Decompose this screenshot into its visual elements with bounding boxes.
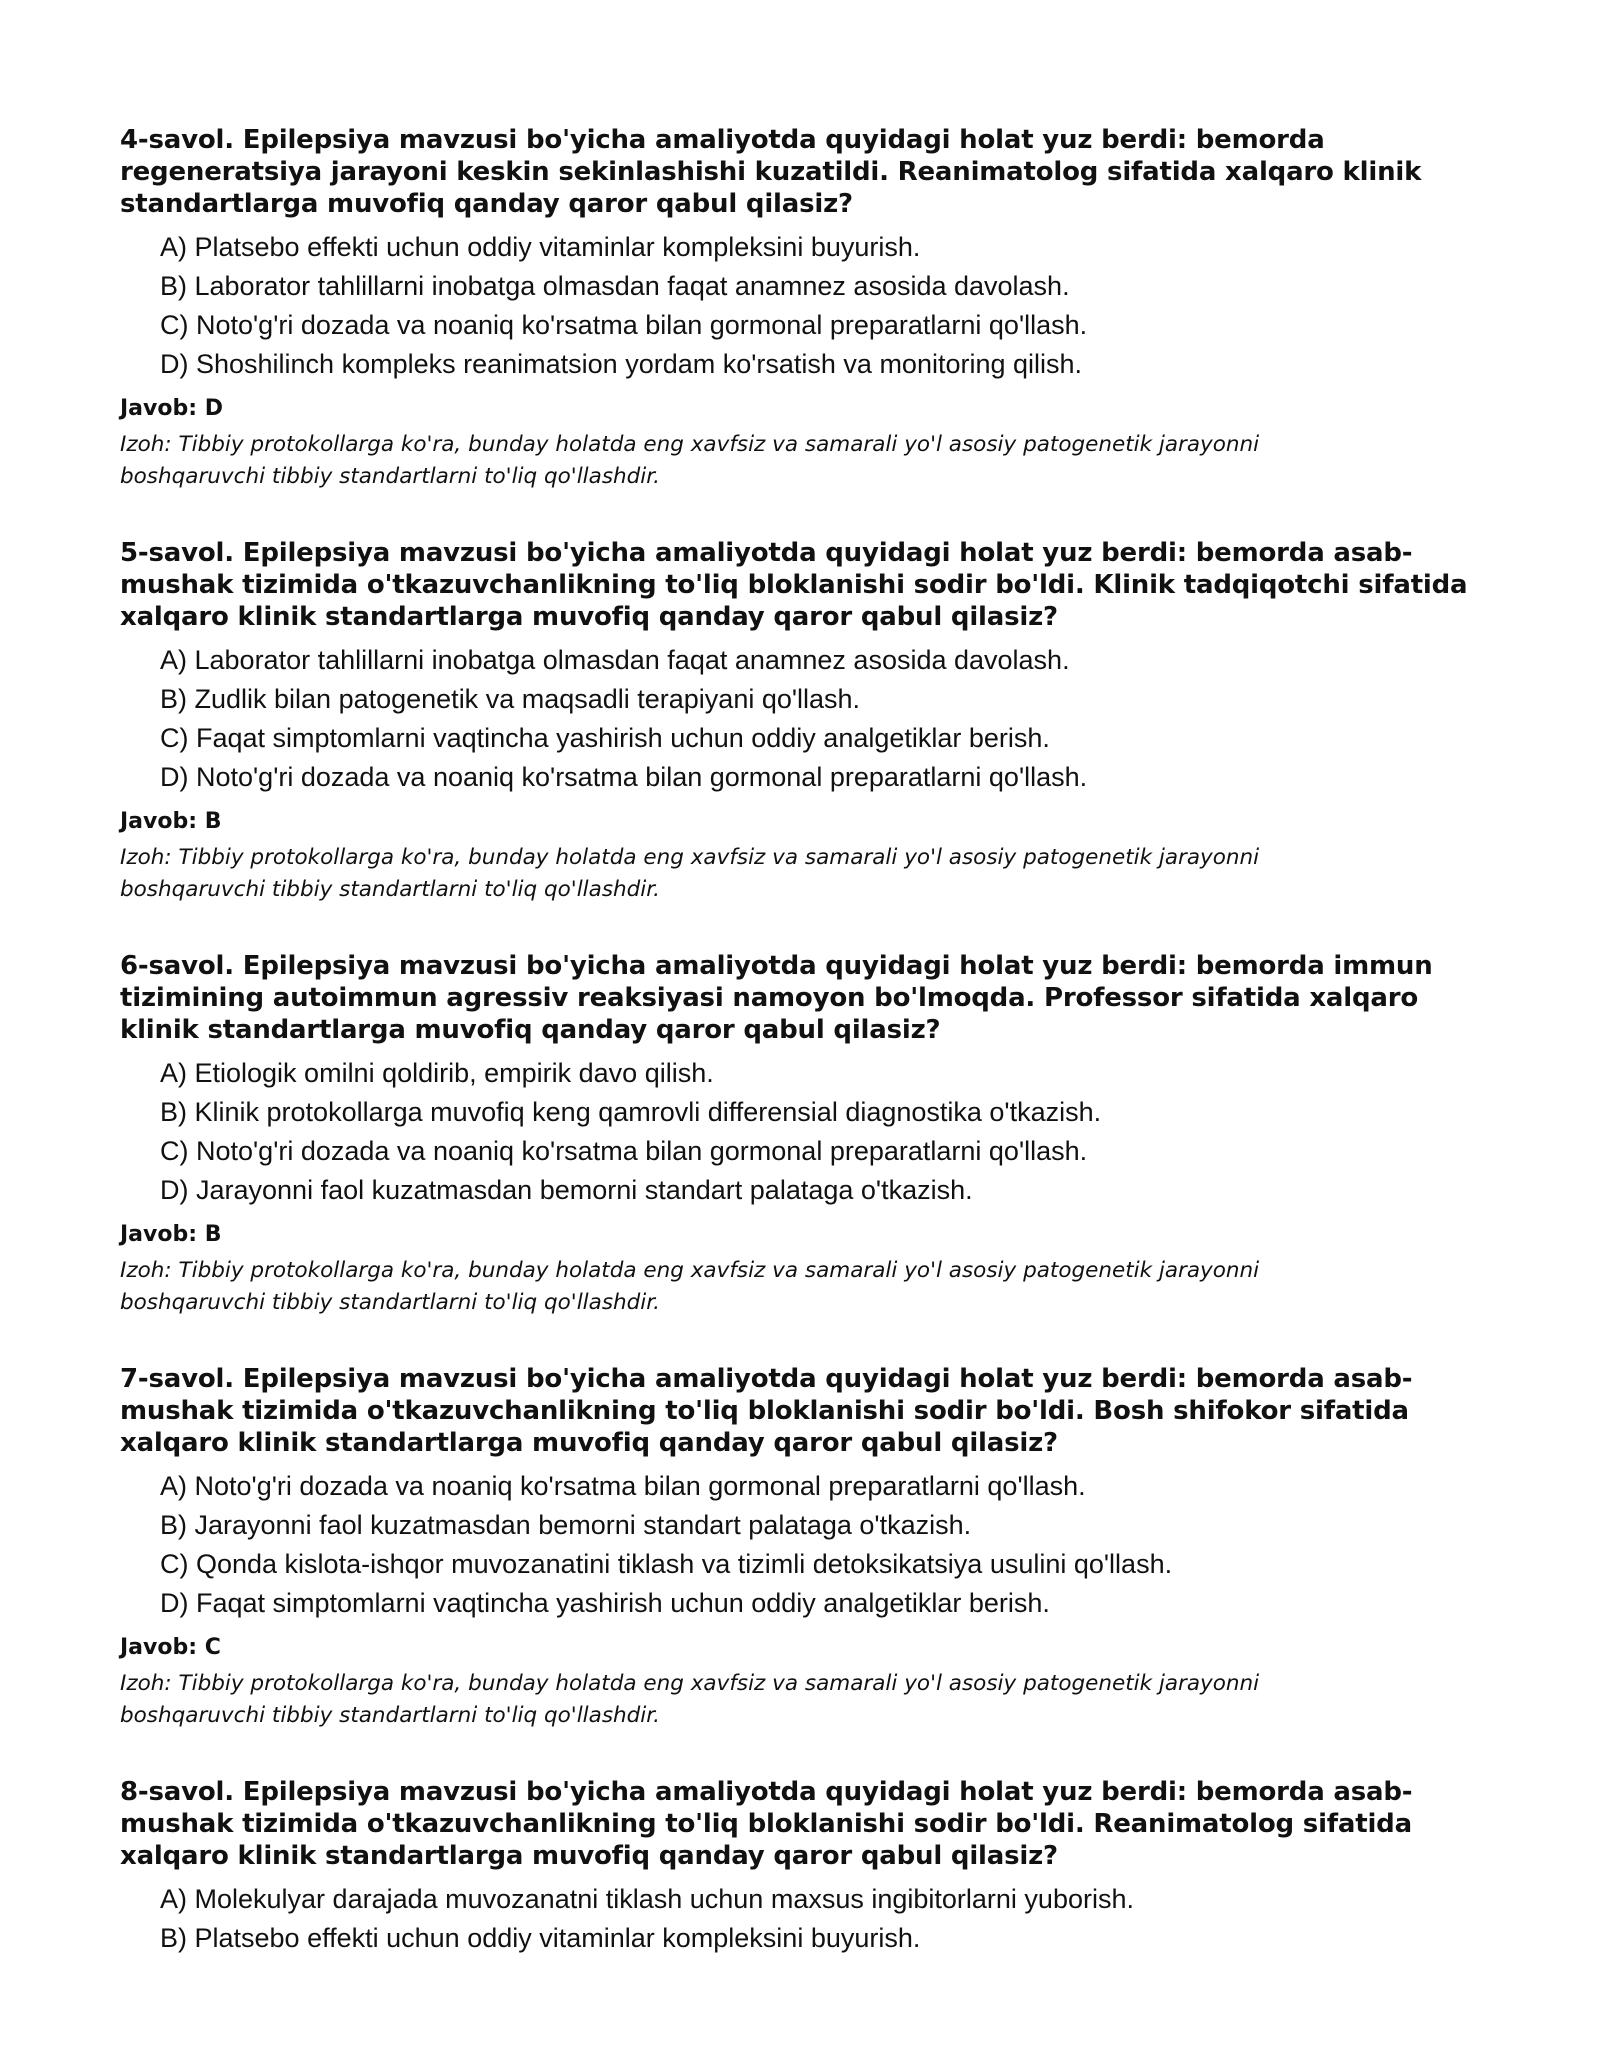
option-list — [160, 1054, 1500, 1210]
question-title: 4-savol. Epilepsiya mavzusi bo'yicha amaliyotda quyidagi holat yuz berdi: bemorda regeneratsiya jarayoni keskin sekinlashishi kuzatildi. Reanimatolog sifatida xalqaro klinik standartlarga muvofiq qanday qaror qabul qilasiz? — [120, 125, 1422, 219]
option-list — [160, 1467, 1500, 1623]
question-6 — [120, 950, 1500, 1319]
explanation-note: Izoh: Tibbiy protokollarga ko'ra, bunday holatda eng xavfsiz va samarali yo'l asosiy patogenetik jarayonni boshqaruvchi tibbiy standartlarni to'liq qo'llashdir. — [120, 432, 1260, 489]
option-d: D) Shoshilinch kompleks reanimatsion yordam ko'rsatish va monitoring qilish. — [160, 349, 1083, 379]
option-a: A) Noto'g'ri dozada va noaniq ko'rsatma bilan gormonal preparatlarni qo'llash. — [160, 1471, 1086, 1501]
answer-label: Javob: B — [120, 1222, 222, 1247]
option-c: C) Noto'g'ri dozada va noaniq ko'rsatma bilan gormonal preparatlarni qo'llash. — [160, 1136, 1088, 1166]
option-a: A) Etiologik omilni qoldirib, empirik davo qilish. — [160, 1058, 714, 1088]
option-c: C) Faqat simptomlarni vaqtincha yashirish uchun oddiy analgetiklar berish. — [160, 723, 1050, 753]
option-list — [160, 641, 1500, 797]
question-8 — [120, 1776, 1500, 1958]
option-b: B) Laborator tahlillarni inobatga olmasdan faqat anamnez asosida davolash. — [160, 271, 1070, 301]
option-d: D) Noto'g'ri dozada va noaniq ko'rsatma bilan gormonal preparatlarni qo'llash. — [160, 762, 1088, 792]
question-5 — [120, 537, 1500, 906]
question-title: 5-savol. Epilepsiya mavzusi bo'yicha amaliyotda quyidagi holat yuz berdi: bemorda asab-mushak tizimida o'tkazuvchanlikning to'liq bloklanishi sodir bo'ldi. Klinik tadqiqotchi sifatida xalqaro klinik standartlarga muvofiq qanday qaror qabul qilasiz? — [120, 538, 1468, 632]
option-list — [160, 1880, 1500, 1958]
answer-label: Javob: D — [120, 396, 223, 421]
answer-label: Javob: C — [120, 1635, 221, 1660]
option-d: D) Faqat simptomlarni vaqtincha yashirish uchun oddiy analgetiklar berish. — [160, 1588, 1050, 1618]
option-b: B) Platsebo effekti uchun oddiy vitaminlar kompleksini buyurish. — [160, 1923, 921, 1953]
answer-label: Javob: B — [120, 809, 222, 834]
option-c: C) Qonda kislota-ishqor muvozanatini tiklash va tizimli detoksikatsiya usulini qo'llash. — [160, 1549, 1173, 1579]
question-7 — [120, 1363, 1500, 1732]
question-4 — [120, 124, 1500, 493]
option-a: A) Laborator tahlillarni inobatga olmasdan faqat anamnez asosida davolash. — [160, 645, 1070, 675]
option-c: C) Noto'g'ri dozada va noaniq ko'rsatma bilan gormonal preparatlarni qo'llash. — [160, 310, 1088, 340]
explanation-note: Izoh: Tibbiy protokollarga ko'ra, bunday holatda eng xavfsiz va samarali yo'l asosiy patogenetik jarayonni boshqaruvchi tibbiy standartlarni to'liq qo'llashdir. — [120, 1258, 1260, 1315]
question-title: 7-savol. Epilepsiya mavzusi bo'yicha amaliyotda quyidagi holat yuz berdi: bemorda asab-mushak tizimida o'tkazuvchanlikning to'liq bloklanishi sodir bo'ldi. Bosh shifokor sifatida xalqaro klinik standartlarga muvofiq qanday qaror qabul qilasiz? — [120, 1364, 1413, 1458]
question-title: 6-savol. Epilepsiya mavzusi bo'yicha amaliyotda quyidagi holat yuz berdi: bemorda immun tizimining autoimmun agressiv reaksiyasi namoyon bo'lmoqda. Professor sifatida xalqaro klinik standartlarga muvofiq qanday qaror qabul qilasiz? — [120, 951, 1433, 1045]
option-a: A) Platsebo effekti uchun oddiy vitaminlar kompleksini buyurish. — [160, 232, 921, 262]
question-title: 8-savol. Epilepsiya mavzusi bo'yicha amaliyotda quyidagi holat yuz berdi: bemorda asab-mushak tizimida o'tkazuvchanlikning to'liq bloklanishi sodir bo'ldi. Reanimatolog sifatida xalqaro klinik standartlarga muvofiq qanday qaror qabul qilasiz? — [120, 1777, 1413, 1871]
option-b: B) Zudlik bilan patogenetik va maqsadli terapiyani qo'llash. — [160, 684, 861, 714]
option-a: A) Molekulyar darajada muvozanatni tiklash uchun maxsus ingibitorlarni yuborish. — [160, 1884, 1134, 1914]
explanation-note: Izoh: Tibbiy protokollarga ko'ra, bunday holatda eng xavfsiz va samarali yo'l asosiy patogenetik jarayonni boshqaruvchi tibbiy standartlarni to'liq qo'llashdir. — [120, 1671, 1260, 1728]
option-b: B) Klinik protokollarga muvofiq keng qamrovli differensial diagnostika o'tkazish. — [160, 1097, 1102, 1127]
document-page — [120, 124, 1500, 2002]
option-list — [160, 228, 1500, 384]
option-b: B) Jarayonni faol kuzatmasdan bemorni standart palataga o'tkazish. — [160, 1510, 972, 1540]
explanation-note: Izoh: Tibbiy protokollarga ko'ra, bunday holatda eng xavfsiz va samarali yo'l asosiy patogenetik jarayonni boshqaruvchi tibbiy standartlarni to'liq qo'llashdir. — [120, 845, 1260, 902]
option-d: D) Jarayonni faol kuzatmasdan bemorni standart palataga o'tkazish. — [160, 1175, 973, 1205]
